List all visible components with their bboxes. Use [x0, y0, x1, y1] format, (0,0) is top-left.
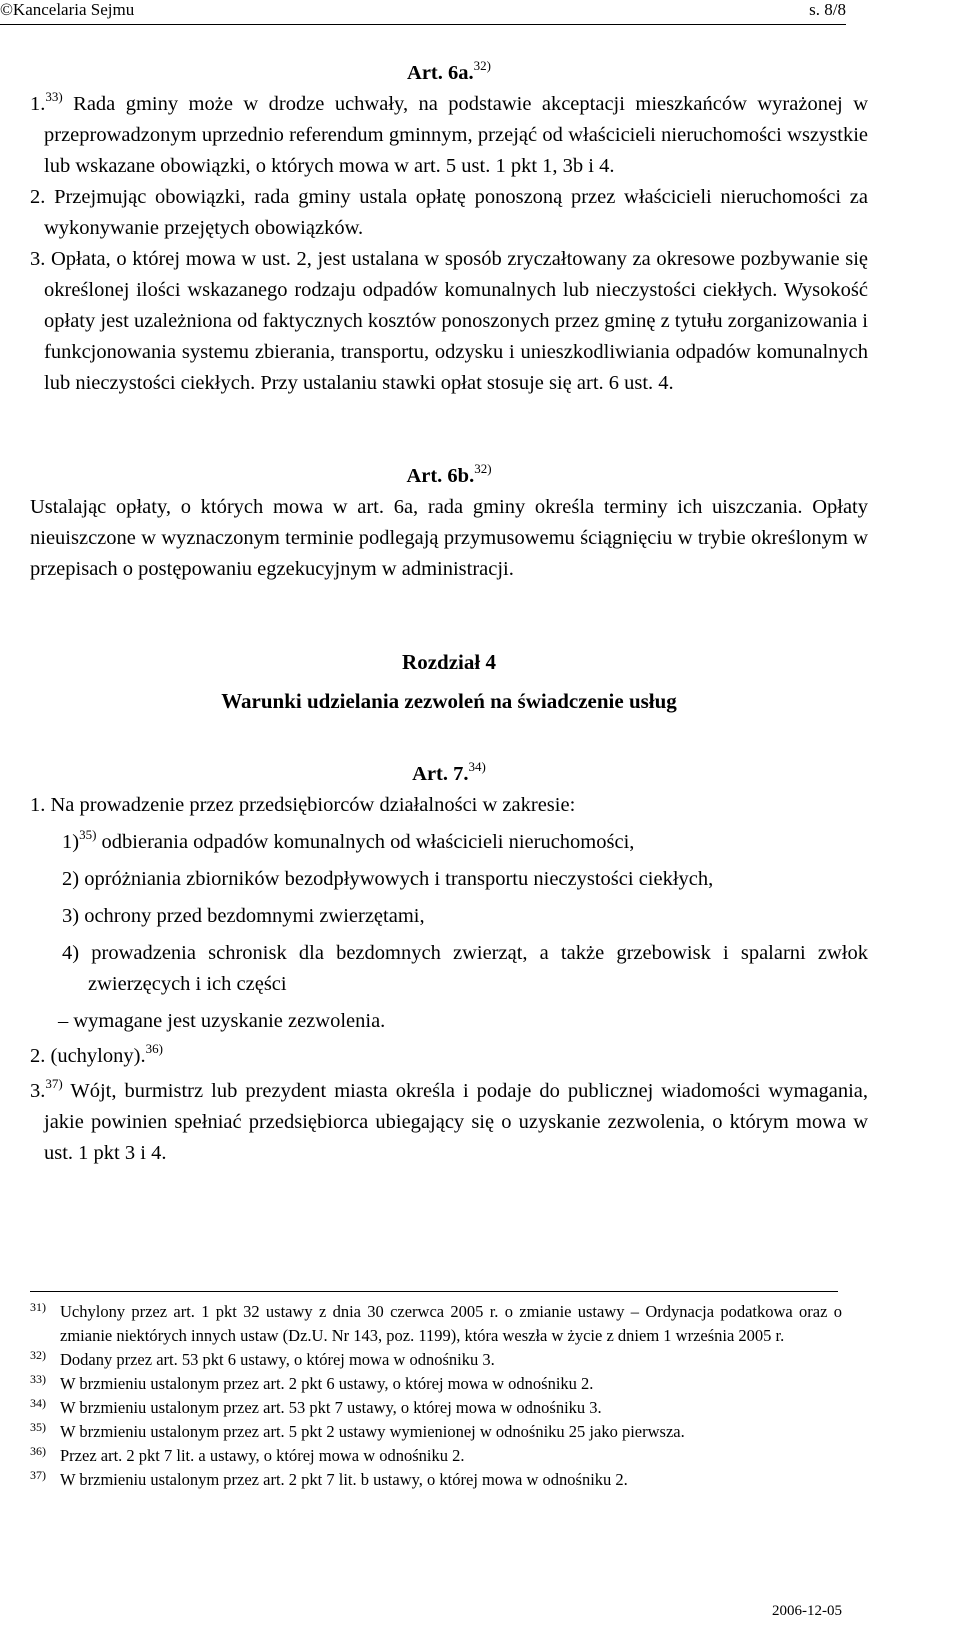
- article-6a-paragraph-1: 1.$^{33)}$ Rada gminy może w drodze uchwały, na podstawie akceptacji mieszkańców wyrażonej w przeprowadzonym uprzednio referendum gminnym, przejąć od właścicieli nieruchomości wszystkie lub wskazane obowiązki, o których mowa w art. 5 ust. 1 pkt 1, 3b i 4.: [30, 89, 868, 177]
- article-7-item-list: [30, 827, 868, 1000]
- article-7-paragraph-3: 3.$^{37)}$ Wójt, burmistrz lub prezydent miasta określa i podaje do publicznej wiadomości wymagania, jakie powinien spełniać przedsiębiorca ubiegający się o uzyskanie zezwolenia, o którym mowa w ust. 1 pkt 3 i 4.: [30, 1076, 869, 1164]
- footnote: 36) Przez art. 2 pkt 7 lit. a ustawy, o której mowa w odnośniku 2.: [30, 1444, 465, 1465]
- article-6a-paragraph-3: 3. Opłata, o której mowa w ust. 2, jest ustalana w sposób zryczałtowany za okresowe pozbywanie się określonej ilości wskazanego rodzaju odpadów komunalnych lub nieczystości ciekłych. Wysokość opłaty jest uzależniona od faktycznych kosztów ponoszonych przez gminę z tytułu zorganizowania i funkcjonowania systemu zbierania, transportu, odzysku i unieszkodliwiania odpadów komunalnych lub nieczystości ciekłych. Przy ustalaniu stawki opłat stosuje się art. 6 ust. 4.: [30, 248, 868, 394]
- article-6a-title: Art. 6a.$^{32)}$: [407, 58, 491, 84]
- footnote: 34) W brzmieniu ustalonym przez art. 53 pkt 7 ustawy, o której mowa w odnośniku 3.: [30, 1396, 602, 1417]
- document-body: [30, 58, 868, 1169]
- chapter-number: Rozdział 4: [402, 650, 496, 674]
- list-item: 4) prowadzenia schronisk dla bezdomnych zwierząt, a także grzebowisk i spalarni zwłok zwierzęcych i ich części: [62, 942, 869, 995]
- article-7-paragraph-2: 2. (uchylony).$^{36)}$: [30, 1041, 163, 1067]
- list-item: 3) ochrony przed bezdomnymi zwierzętami,: [62, 905, 425, 927]
- article-7-paragraph-1: 1. Na prowadzenie przez przedsiębiorców działalności w zakresie:: [30, 794, 576, 816]
- footnote: 37) W brzmieniu ustalonym przez art. 2 pkt 7 lit. b ustawy, o której mowa w odnośniku 2.: [30, 1468, 628, 1489]
- footer-date: 2006-12-05: [772, 1603, 842, 1619]
- footnotes: [30, 1300, 842, 1492]
- article-7-tail: – wymagane jest uzyskanie zezwolenia.: [58, 1010, 386, 1032]
- list-item: 2) opróżniania zbiorników bezodpływowych i transportu nieczystości ciekłych,: [62, 868, 714, 890]
- page-header: [0, 0, 960, 24]
- header-source: ©Kancelaria Sejmu: [0, 0, 135, 19]
- article-7-title: Art. 7.$^{34)}$: [412, 759, 486, 785]
- footnote: 33) W brzmieniu ustalonym przez art. 2 pkt 6 ustawy, o której mowa w odnośniku 2.: [30, 1372, 594, 1393]
- article-6b-title: Art. 6b.$^{32)}$: [406, 461, 492, 487]
- header-divider: [0, 24, 846, 25]
- chapter-title: Warunki udzielania zezwoleń na świadczenie usług: [221, 689, 677, 713]
- article-6a-paragraph-2: 2. Przejmując obowiązki, rada gminy ustala opłatę ponoszoną przez właścicieli nieruchomości za wykonywanie przejętych obowiązków.: [30, 186, 868, 239]
- article-6b-text: Ustalając opłaty, o których mowa w art. 6a, rada gminy określa terminy ich uiszczania. Opłaty nieuiszczone w wyznaczonym terminie podlegają przymusowemu ściągnięciu w trybie określonym w przepisach o postępowaniu egzekucyjnym w administracji.: [30, 496, 868, 580]
- footnote: 35) W brzmieniu ustalonym przez art. 5 pkt 2 ustawy wymienionej w odnośniku 25 jako pierwsza.: [30, 1420, 685, 1441]
- footnote: 32) Dodany przez art. 53 pkt 6 ustawy, o której mowa w odnośniku 3.: [30, 1348, 495, 1369]
- header-page-number: s. 8/8: [809, 0, 846, 19]
- footnote: 31) Uchylony przez art. 1 pkt 32 ustawy z dnia 30 czerwca 2005 r. o zmianie ustawy – Ordynacja podatkowa oraz o zmianie niektórych innych ustaw (Dz.U. Nr 143, poz. 1199), która weszła w życie z dniem 1 września 2005 r.: [30, 1300, 842, 1345]
- list-item: 1)$^{35)}$ odbierania odpadów komunalnych od właścicieli nieruchomości,: [62, 827, 635, 853]
- footnote-divider: [30, 1291, 838, 1292]
